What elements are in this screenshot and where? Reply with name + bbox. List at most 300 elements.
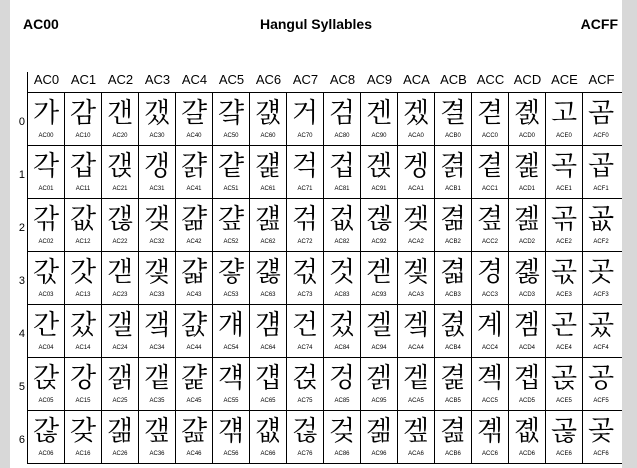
glyph-cell <box>397 198 434 251</box>
glyph-cell <box>175 304 212 357</box>
syllable-glyph: 것 <box>328 257 356 288</box>
code-point-label: AC44 <box>186 345 202 351</box>
code-point-label: ACF0 <box>593 133 609 139</box>
syllable-glyph: 걃 <box>180 257 208 288</box>
syllable-glyph: 갱 <box>143 151 171 182</box>
syllable-glyph: 겠 <box>402 98 430 129</box>
code-point-label: ACA3 <box>408 292 424 298</box>
code-point-label: ACC1 <box>481 186 498 192</box>
code-point-label: AC52 <box>223 239 239 245</box>
code-point-label: ACF1 <box>593 186 609 192</box>
glyph-cell <box>286 198 323 251</box>
column-header: ACD <box>513 72 542 87</box>
syllable-glyph: 겦 <box>402 416 430 447</box>
glyph-cell <box>397 92 434 145</box>
glyph-cell <box>101 198 138 251</box>
syllable-glyph: 갲 <box>143 204 171 235</box>
code-point-label: ACC2 <box>481 239 498 245</box>
code-chart-grid <box>18 92 622 468</box>
syllable-glyph: 곕 <box>513 363 541 394</box>
glyph-cell <box>101 92 138 145</box>
glyph-cell <box>249 92 286 145</box>
syllable-glyph: 겵 <box>439 363 467 394</box>
syllable-glyph: 곐 <box>513 98 541 129</box>
code-point-label: ACC0 <box>481 133 498 139</box>
code-point-label: AC64 <box>260 345 276 351</box>
code-point-label: AC94 <box>371 345 387 351</box>
code-point-label: ACE0 <box>556 133 572 139</box>
code-point-label: ACF6 <box>593 451 609 457</box>
syllable-glyph: 걡 <box>254 151 282 182</box>
glyph-cell <box>323 410 360 463</box>
glyph-cell <box>175 92 212 145</box>
syllable-glyph: 걁 <box>180 151 208 182</box>
syllable-glyph: 곡 <box>550 151 578 182</box>
syllable-glyph: 겄 <box>328 310 356 341</box>
glyph-cell <box>545 92 582 145</box>
syllable-glyph: 곢 <box>550 204 578 235</box>
code-point-label: AC23 <box>112 292 128 298</box>
syllable-glyph: 거 <box>291 98 319 129</box>
syllable-glyph: 겤 <box>402 310 430 341</box>
code-point-label: ACE4 <box>556 345 572 351</box>
glyph-cell <box>397 304 434 357</box>
glyph-cell <box>582 357 619 410</box>
code-point-label: ACD5 <box>518 398 535 404</box>
glyph-cell <box>582 92 619 145</box>
glyph-cell <box>323 251 360 304</box>
code-point-label: AC76 <box>297 451 313 457</box>
syllable-glyph: 걆 <box>180 416 208 447</box>
syllable-glyph: 겲 <box>439 204 467 235</box>
syllable-glyph: 갠 <box>106 98 134 129</box>
syllable-glyph: 겕 <box>365 363 393 394</box>
syllable-glyph: 갤 <box>106 310 134 341</box>
code-point-label: ACA4 <box>408 345 424 351</box>
glyph-cell <box>434 410 471 463</box>
code-point-label: AC35 <box>149 398 165 404</box>
syllable-glyph: 갦 <box>106 416 134 447</box>
glyph-cell <box>138 357 175 410</box>
glyph-cell <box>212 198 249 251</box>
code-point-label: ACB3 <box>445 292 461 298</box>
glyph-cell <box>27 251 64 304</box>
syllable-glyph: 곔 <box>513 310 541 341</box>
code-point-label: AC83 <box>334 292 350 298</box>
syllable-glyph: 곦 <box>550 416 578 447</box>
code-point-label: ACC5 <box>481 398 498 404</box>
syllable-glyph: 걅 <box>180 363 208 394</box>
glyph-cell <box>360 410 397 463</box>
glyph-cell <box>138 251 175 304</box>
row-label: 1 <box>18 169 25 181</box>
syllable-glyph: 갖 <box>69 416 97 447</box>
code-point-label: AC71 <box>297 186 313 192</box>
column-header: AC9 <box>366 72 393 87</box>
code-point-label: AC80 <box>334 133 350 139</box>
syllable-glyph: 겥 <box>402 363 430 394</box>
code-point-label: AC42 <box>186 239 202 245</box>
row-label: 4 <box>18 328 25 340</box>
row-divider <box>27 251 622 252</box>
code-point-label: ACF2 <box>593 239 609 245</box>
syllable-glyph: 건 <box>291 310 319 341</box>
row-divider <box>27 145 622 146</box>
glyph-cell <box>286 251 323 304</box>
syllable-glyph: 갃 <box>32 257 60 288</box>
code-point-label: AC72 <box>297 239 313 245</box>
glyph-cell <box>471 251 508 304</box>
code-point-label: ACE3 <box>556 292 572 298</box>
glyph-cell <box>397 145 434 198</box>
syllable-glyph: 걓 <box>217 257 245 288</box>
code-point-label: ACE2 <box>556 239 572 245</box>
syllable-glyph: 강 <box>69 363 97 394</box>
syllable-glyph: 곖 <box>513 416 541 447</box>
code-point-label: AC93 <box>371 292 387 298</box>
code-point-label: AC00 <box>38 133 54 139</box>
syllable-glyph: 겂 <box>328 204 356 235</box>
code-point-label: AC85 <box>334 398 350 404</box>
glyph-cell <box>175 410 212 463</box>
code-point-label: AC82 <box>334 239 350 245</box>
syllable-glyph: 걖 <box>217 416 245 447</box>
syllable-glyph: 갴 <box>143 310 171 341</box>
code-point-label: AC11 <box>75 186 91 192</box>
glyph-cell <box>64 198 101 251</box>
glyph-cell <box>64 304 101 357</box>
syllable-glyph: 겒 <box>365 204 393 235</box>
glyph-cell <box>545 145 582 198</box>
column-header: AC6 <box>255 72 282 87</box>
code-point-label: AC32 <box>149 239 165 245</box>
code-point-label: ACA1 <box>408 186 424 192</box>
code-point-label: ACD0 <box>518 133 535 139</box>
column-header: AC3 <box>144 72 171 87</box>
glyph-cell <box>27 357 64 410</box>
code-point-label: ACA6 <box>408 451 424 457</box>
glyph-cell <box>323 145 360 198</box>
glyph-cell <box>397 357 434 410</box>
glyph-cell <box>508 145 545 198</box>
syllable-glyph: 갓 <box>69 257 97 288</box>
syllable-glyph: 겅 <box>328 363 356 394</box>
row-label: 0 <box>18 116 25 128</box>
syllable-glyph: 걄 <box>180 310 208 341</box>
code-point-label: ACD3 <box>518 292 535 298</box>
glyph-cell <box>545 251 582 304</box>
code-point-label: ACB5 <box>445 398 461 404</box>
glyph-cell <box>64 145 101 198</box>
glyph-cell <box>397 410 434 463</box>
glyph-cell <box>101 304 138 357</box>
glyph-cell <box>64 92 101 145</box>
syllable-glyph: 걶 <box>291 416 319 447</box>
glyph-cell <box>249 357 286 410</box>
syllable-glyph: 가 <box>32 98 60 129</box>
syllable-glyph: 겑 <box>365 151 393 182</box>
code-point-label: AC66 <box>260 451 276 457</box>
syllable-glyph: 걂 <box>180 204 208 235</box>
code-point-label: AC22 <box>112 239 128 245</box>
code-point-label: AC51 <box>223 186 239 192</box>
code-point-label: ACC3 <box>481 292 498 298</box>
glyph-cell <box>471 410 508 463</box>
code-point-label: AC25 <box>112 398 128 404</box>
syllable-glyph: 겯 <box>476 98 504 129</box>
glyph-cell <box>27 145 64 198</box>
code-point-label: AC13 <box>75 292 91 298</box>
glyph-cell <box>545 198 582 251</box>
code-point-label: ACB2 <box>445 239 461 245</box>
glyph-cell <box>64 357 101 410</box>
syllable-glyph: 결 <box>439 98 467 129</box>
code-point-label: AC70 <box>297 133 313 139</box>
syllable-glyph: 겡 <box>402 151 430 182</box>
row-divider <box>27 198 622 199</box>
code-point-label: ACC6 <box>481 451 498 457</box>
glyph-cell <box>27 198 64 251</box>
syllable-glyph: 곁 <box>476 151 504 182</box>
code-point-label: AC01 <box>38 186 54 192</box>
glyph-cell <box>508 410 545 463</box>
syllable-glyph: 겳 <box>439 257 467 288</box>
code-point-label: ACA2 <box>408 239 424 245</box>
code-point-label: AC16 <box>75 451 91 457</box>
code-point-label: ACD6 <box>518 451 535 457</box>
row-divider <box>27 410 622 411</box>
glyph-cell <box>138 410 175 463</box>
glyph-cell <box>175 145 212 198</box>
code-point-label: AC81 <box>334 186 350 192</box>
syllable-glyph: 갶 <box>143 416 171 447</box>
glyph-cell <box>434 304 471 357</box>
column-header-row <box>27 72 622 92</box>
column-header: ACE <box>551 72 578 87</box>
code-point-label: ACC4 <box>481 345 498 351</box>
code-point-label: AC45 <box>186 398 202 404</box>
glyph-cell <box>286 145 323 198</box>
glyph-cell <box>471 145 508 198</box>
code-point-label: AC46 <box>186 451 202 457</box>
syllable-glyph: 갆 <box>32 416 60 447</box>
glyph-cell <box>138 198 175 251</box>
code-point-label: AC62 <box>260 239 276 245</box>
row-divider <box>27 357 622 358</box>
column-header: AC2 <box>107 72 134 87</box>
glyph-cell <box>508 251 545 304</box>
syllable-glyph: 걲 <box>291 204 319 235</box>
code-point-label: AC74 <box>297 345 313 351</box>
code-point-label: AC55 <box>223 398 239 404</box>
glyph-cell <box>545 357 582 410</box>
syllable-glyph: 걀 <box>180 98 208 129</box>
syllable-glyph: 갥 <box>106 363 134 394</box>
glyph-cell <box>360 304 397 357</box>
syllable-glyph: 곰 <box>587 98 615 129</box>
code-point-label: AC33 <box>149 292 165 298</box>
glyph-cell <box>212 251 249 304</box>
glyph-cell <box>434 92 471 145</box>
glyph-cell <box>249 304 286 357</box>
syllable-glyph: 걥 <box>254 363 282 394</box>
code-point-label: AC20 <box>112 133 128 139</box>
syllable-glyph: 걑 <box>217 151 245 182</box>
code-point-label: AC24 <box>112 345 128 351</box>
column-header: AC5 <box>218 72 245 87</box>
syllable-glyph: 갅 <box>32 363 60 394</box>
glyph-cell <box>545 304 582 357</box>
glyph-cell <box>360 251 397 304</box>
syllable-glyph: 각 <box>32 151 60 182</box>
glyph-cell <box>286 92 323 145</box>
glyph-cell <box>508 357 545 410</box>
syllable-glyph: 걔 <box>217 310 245 341</box>
syllable-glyph: 걐 <box>217 98 245 129</box>
glyph-cell <box>286 357 323 410</box>
syllable-glyph: 경 <box>476 257 504 288</box>
syllable-glyph: 겖 <box>365 416 393 447</box>
code-point-label: AC86 <box>334 451 350 457</box>
column-header: ACF <box>588 72 615 87</box>
column-header: AC1 <box>70 72 97 87</box>
syllable-glyph: 걤 <box>254 310 282 341</box>
code-point-label: ACF5 <box>593 398 609 404</box>
syllable-glyph: 곥 <box>550 363 578 394</box>
syllable-glyph: 갣 <box>106 257 134 288</box>
syllable-glyph: 겢 <box>402 204 430 235</box>
glyph-cell <box>397 251 434 304</box>
glyph-cell <box>249 145 286 198</box>
code-point-label: AC92 <box>371 239 387 245</box>
syllable-glyph: 겴 <box>439 310 467 341</box>
code-point-label: ACB4 <box>445 345 461 351</box>
code-point-label: ACE5 <box>556 398 572 404</box>
syllable-glyph: 곒 <box>513 204 541 235</box>
code-point-label: AC96 <box>371 451 387 457</box>
code-point-label: AC53 <box>223 292 239 298</box>
syllable-glyph: 겣 <box>402 257 430 288</box>
code-point-label: AC84 <box>334 345 350 351</box>
column-header: AC0 <box>33 72 60 87</box>
syllable-glyph: 검 <box>328 98 356 129</box>
glyph-cell <box>434 251 471 304</box>
syllable-glyph: 간 <box>32 310 60 341</box>
code-point-label: AC73 <box>297 292 313 298</box>
glyph-cell <box>286 410 323 463</box>
syllable-glyph: 걢 <box>254 204 282 235</box>
code-point-label: AC02 <box>38 239 54 245</box>
syllable-glyph: 걵 <box>291 363 319 394</box>
syllable-glyph: 갳 <box>143 257 171 288</box>
syllable-glyph: 감 <box>69 98 97 129</box>
range-start-label: AC00 <box>23 16 59 32</box>
glyph-cell <box>434 145 471 198</box>
code-point-label: AC56 <box>223 451 239 457</box>
code-point-label: AC54 <box>223 345 239 351</box>
syllable-glyph: 겶 <box>439 416 467 447</box>
syllable-glyph: 공 <box>587 363 615 394</box>
syllable-glyph: 곑 <box>513 151 541 182</box>
code-point-label: AC26 <box>112 451 128 457</box>
syllable-glyph: 계 <box>476 310 504 341</box>
glyph-cell <box>175 251 212 304</box>
row-divider <box>27 463 622 464</box>
glyph-cell <box>323 198 360 251</box>
code-point-label: AC41 <box>186 186 202 192</box>
code-point-label: AC12 <box>75 239 91 245</box>
row-divider <box>27 92 622 93</box>
syllable-glyph: 걦 <box>254 416 282 447</box>
code-point-label: ACB6 <box>445 451 461 457</box>
glyph-cell <box>212 92 249 145</box>
code-point-label: AC30 <box>149 133 165 139</box>
syllable-glyph: 겆 <box>328 416 356 447</box>
column-header: AC7 <box>292 72 319 87</box>
block-title: Hangul Syllables <box>259 16 373 32</box>
glyph-cell <box>212 410 249 463</box>
column-header: AC4 <box>181 72 208 87</box>
glyph-cell <box>286 304 323 357</box>
code-point-label: AC60 <box>260 133 276 139</box>
code-point-label: ACD4 <box>518 345 535 351</box>
glyph-cell <box>323 304 360 357</box>
syllable-glyph: 곳 <box>587 257 615 288</box>
code-point-label: AC31 <box>149 186 165 192</box>
glyph-cell <box>64 410 101 463</box>
glyph-cell <box>508 198 545 251</box>
glyph-cell <box>360 357 397 410</box>
code-point-label: ACE6 <box>556 451 572 457</box>
syllable-glyph: 곂 <box>476 204 504 235</box>
syllable-glyph: 걒 <box>217 204 245 235</box>
glyph-cell <box>582 198 619 251</box>
code-point-label: AC75 <box>297 398 313 404</box>
code-point-label: ACD2 <box>518 239 535 245</box>
glyph-cell <box>360 145 397 198</box>
row-label: 2 <box>18 222 25 234</box>
syllable-glyph: 겓 <box>365 257 393 288</box>
syllable-glyph: 겐 <box>365 98 393 129</box>
code-point-label: AC15 <box>75 398 91 404</box>
code-point-label: AC21 <box>112 186 128 192</box>
glyph-cell <box>212 357 249 410</box>
glyph-cell <box>212 145 249 198</box>
syllable-glyph: 걕 <box>217 363 245 394</box>
glyph-cell <box>138 304 175 357</box>
glyph-cell <box>249 251 286 304</box>
syllable-glyph: 고 <box>550 98 578 129</box>
code-point-label: AC63 <box>260 292 276 298</box>
glyph-cell <box>471 198 508 251</box>
code-point-label: AC06 <box>38 451 54 457</box>
code-point-label: ACA0 <box>408 133 424 139</box>
glyph-cell <box>471 92 508 145</box>
glyph-cell <box>582 304 619 357</box>
syllable-glyph: 갡 <box>106 151 134 182</box>
glyph-cell <box>175 357 212 410</box>
code-point-label: ACB0 <box>445 133 461 139</box>
code-point-label: AC04 <box>38 345 54 351</box>
column-header: AC8 <box>329 72 356 87</box>
glyph-cell <box>360 92 397 145</box>
code-point-label: ACF4 <box>593 345 609 351</box>
syllable-glyph: 걱 <box>291 151 319 182</box>
glyph-cell <box>582 145 619 198</box>
syllable-glyph: 갑 <box>69 151 97 182</box>
syllable-glyph: 곤 <box>550 310 578 341</box>
syllable-glyph: 곆 <box>476 416 504 447</box>
